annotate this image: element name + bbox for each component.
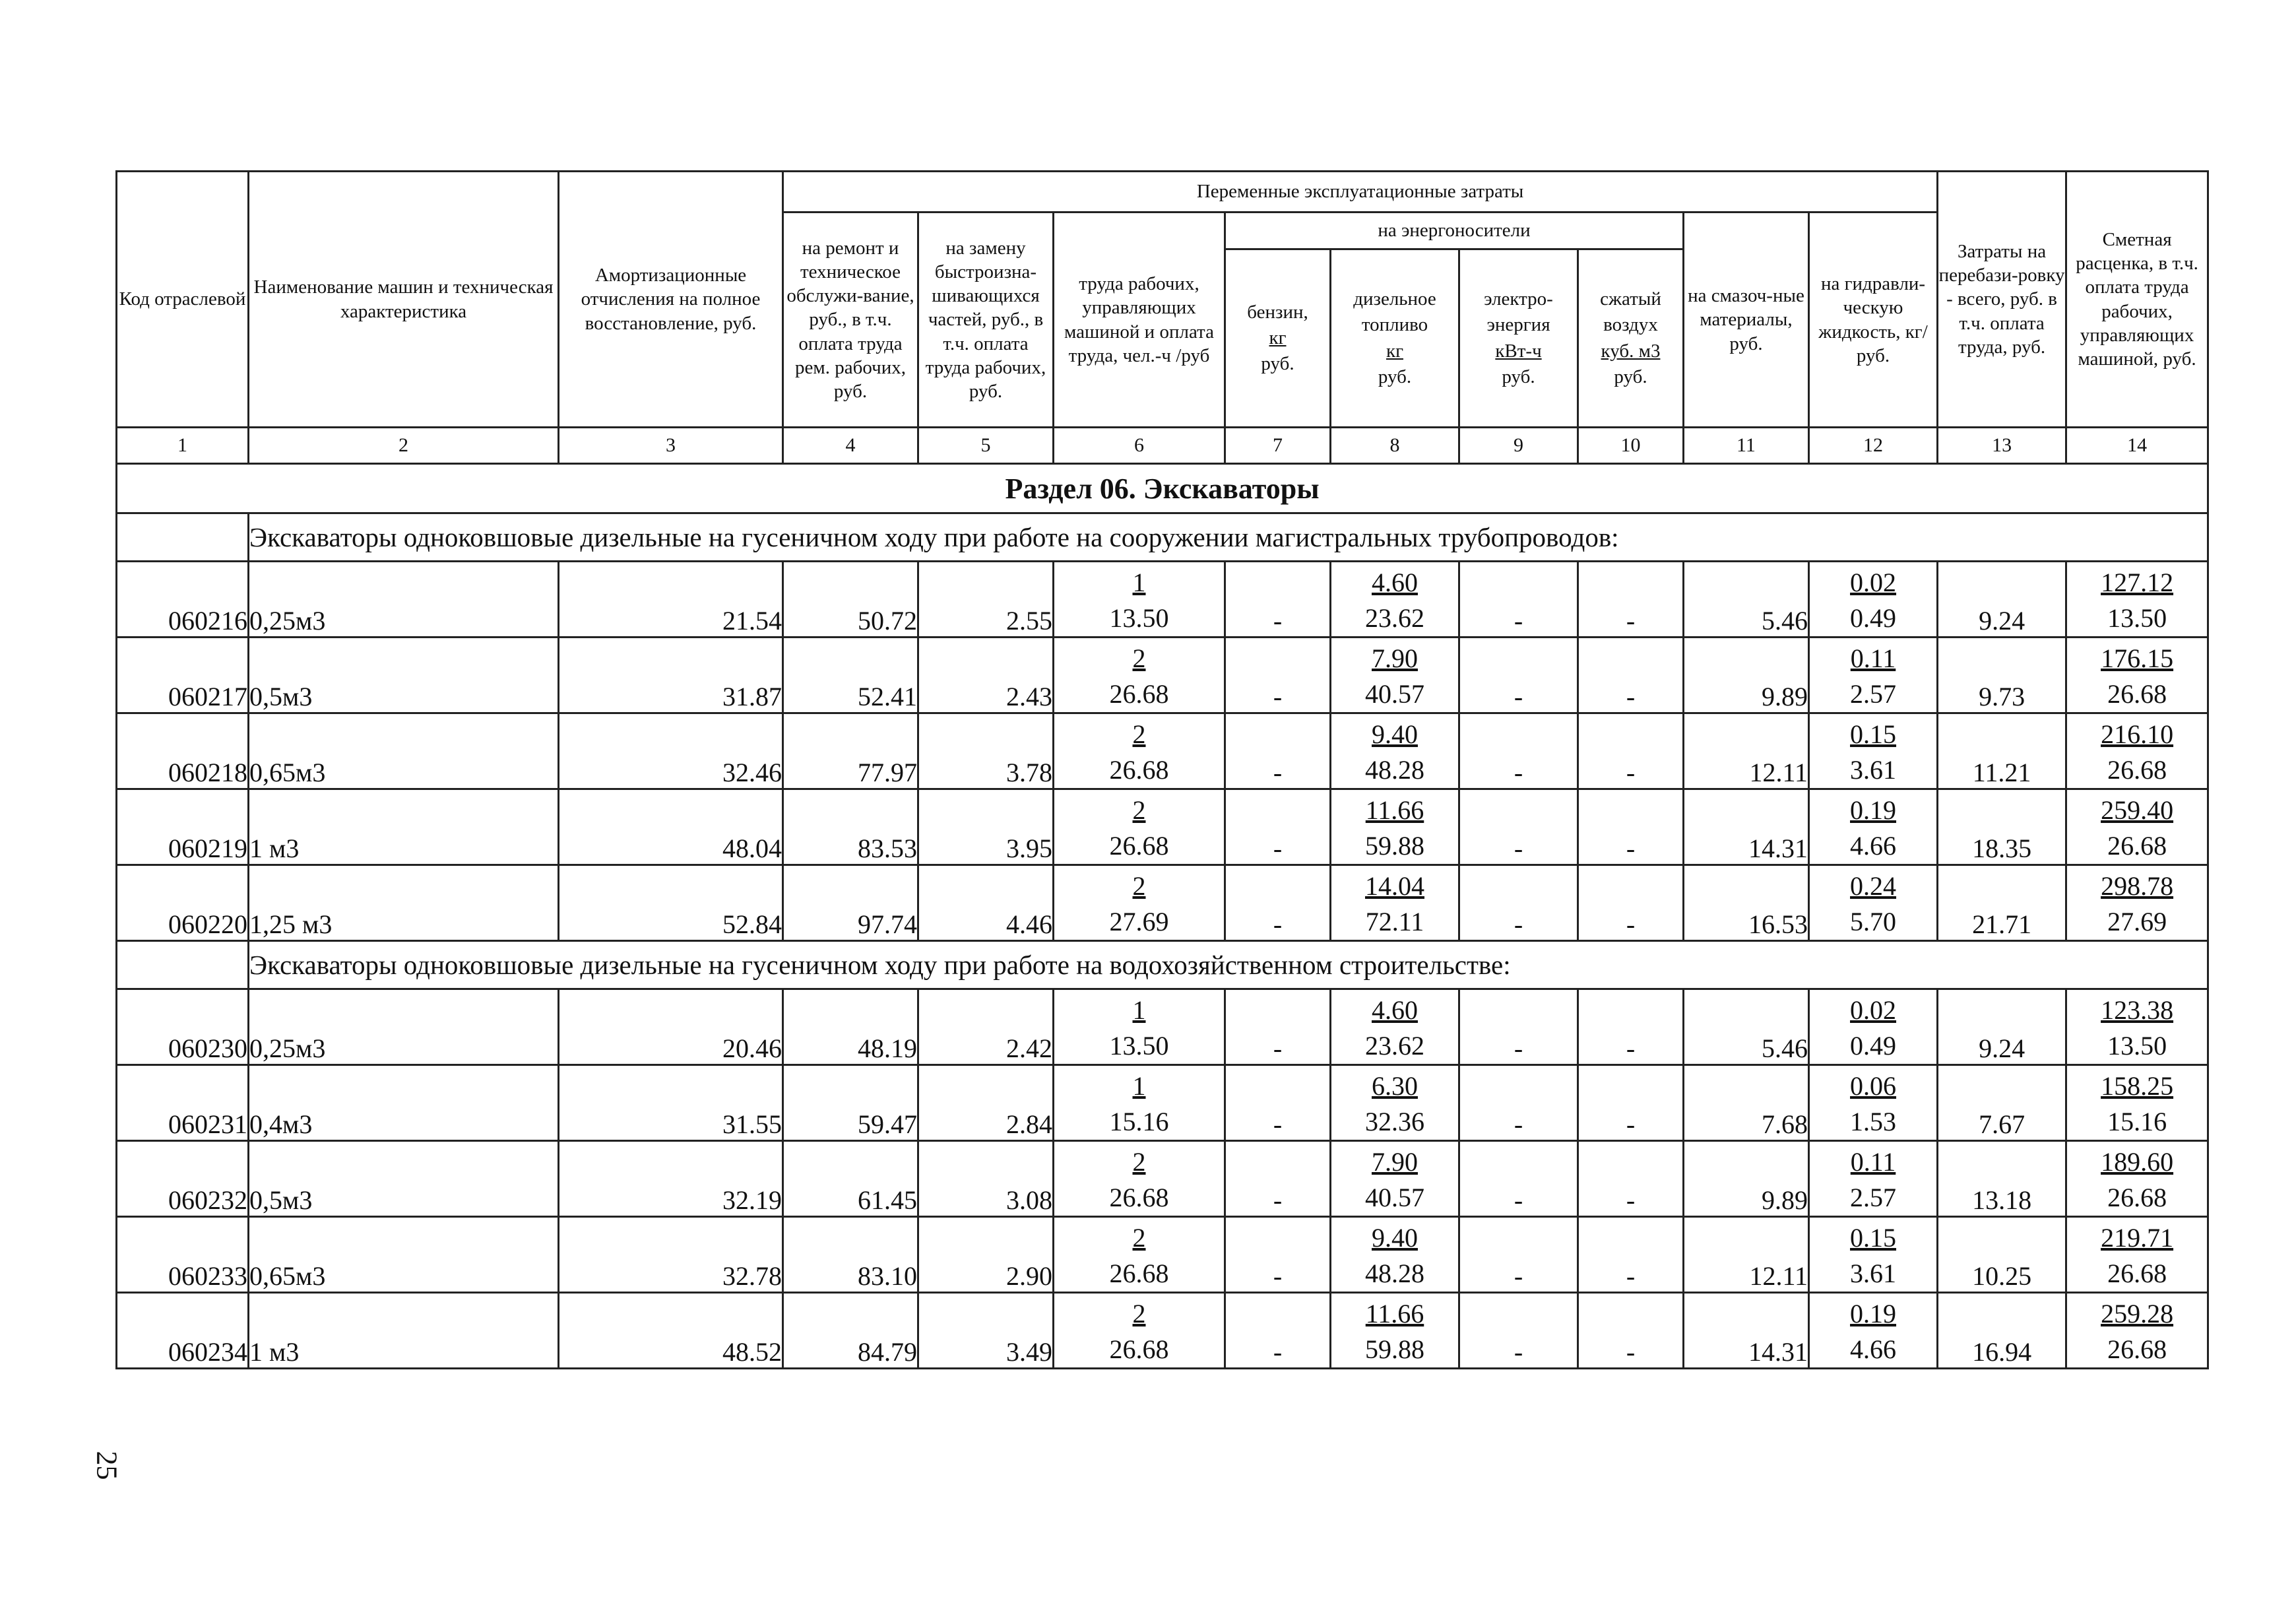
petrol-value: - bbox=[1225, 1293, 1331, 1369]
estimate-value-bottom: 26.68 bbox=[2107, 679, 2167, 709]
header-electricity: электро-энергия кВт-ч руб. bbox=[1459, 249, 1578, 428]
rebasing-value: 16.94 bbox=[1938, 1293, 2066, 1369]
hydraulic-value-top: 0.15 bbox=[1850, 1223, 1897, 1253]
labor-value-top: 2 bbox=[1132, 1147, 1146, 1177]
labor-value-top: 2 bbox=[1132, 719, 1146, 749]
diesel-value-top: 9.40 bbox=[1372, 719, 1418, 749]
amortization-value: 20.46 bbox=[559, 989, 783, 1065]
rates-table bbox=[115, 170, 2209, 1369]
estimate-value bbox=[2066, 713, 2208, 789]
repair-value: 59.47 bbox=[783, 1065, 918, 1141]
petrol-value: - bbox=[1225, 989, 1331, 1065]
hydraulic-value-bottom: 2.57 bbox=[1850, 679, 1897, 709]
diesel-value-bottom: 48.28 bbox=[1365, 1259, 1424, 1288]
air-value: - bbox=[1578, 1293, 1684, 1369]
repair-value: 61.45 bbox=[783, 1141, 918, 1217]
column-number: 1 bbox=[117, 428, 249, 464]
machine-name: 0,65м3 bbox=[249, 713, 559, 789]
petrol-value: - bbox=[1225, 562, 1331, 638]
hydraulic-value bbox=[1809, 1065, 1938, 1141]
estimate-value bbox=[2066, 865, 2208, 941]
rebasing-value: 9.24 bbox=[1938, 562, 2066, 638]
labor-value-bottom: 26.68 bbox=[1109, 831, 1169, 861]
labor-value-top: 2 bbox=[1132, 643, 1146, 673]
estimate-value-bottom: 26.68 bbox=[2107, 831, 2167, 861]
column-number: 5 bbox=[918, 428, 1054, 464]
machine-code: 060220 bbox=[117, 865, 249, 941]
diesel-value bbox=[1331, 789, 1459, 865]
rebasing-value: 18.35 bbox=[1938, 789, 2066, 865]
hydraulic-value bbox=[1809, 562, 1938, 638]
replace-value: 2.42 bbox=[918, 989, 1054, 1065]
table-row bbox=[117, 562, 2208, 638]
amortization-value: 32.46 bbox=[559, 713, 783, 789]
electricity-value: - bbox=[1459, 638, 1578, 713]
header-replace: на замену быстроизна-шивающихся частей, руб., в т.ч. оплата труда рабочих, руб. bbox=[918, 213, 1054, 428]
petrol-value: - bbox=[1225, 789, 1331, 865]
hydraulic-value bbox=[1809, 865, 1938, 941]
table-row bbox=[117, 713, 2208, 789]
repair-value: 83.53 bbox=[783, 789, 918, 865]
estimate-value bbox=[2066, 1141, 2208, 1217]
estimate-value-top: 189.60 bbox=[2101, 1147, 2174, 1177]
estimate-value-bottom: 26.68 bbox=[2107, 1183, 2167, 1212]
column-number: 9 bbox=[1459, 428, 1578, 464]
group-code-blank bbox=[117, 941, 249, 989]
hydraulic-value bbox=[1809, 1141, 1938, 1217]
machine-code: 060216 bbox=[117, 562, 249, 638]
electricity-value: - bbox=[1459, 865, 1578, 941]
labor-value bbox=[1054, 562, 1225, 638]
labor-value-bottom: 26.68 bbox=[1109, 1334, 1169, 1364]
hydraulic-value-bottom: 2.57 bbox=[1850, 1183, 1897, 1212]
column-number: 14 bbox=[2066, 428, 2208, 464]
column-number: 10 bbox=[1578, 428, 1684, 464]
diesel-value bbox=[1331, 713, 1459, 789]
column-number: 8 bbox=[1331, 428, 1459, 464]
diesel-value-bottom: 48.28 bbox=[1365, 755, 1424, 785]
diesel-value bbox=[1331, 1065, 1459, 1141]
diesel-value-top: 11.66 bbox=[1365, 1299, 1424, 1328]
estimate-value bbox=[2066, 989, 2208, 1065]
hydraulic-value bbox=[1809, 1217, 1938, 1293]
estimate-value bbox=[2066, 1293, 2208, 1369]
estimate-value-bottom: 13.50 bbox=[2107, 603, 2167, 633]
group-row bbox=[117, 513, 2208, 562]
machine-code: 060232 bbox=[117, 1141, 249, 1217]
group-title: Экскаваторы одноковшовые дизельные на гусеничном ходу при работе на водохозяйственном строительстве: bbox=[249, 941, 2208, 989]
lubricant-value: 9.89 bbox=[1684, 1141, 1809, 1217]
header-diesel: дизельное топливо кг руб. bbox=[1331, 249, 1459, 428]
replace-value: 3.78 bbox=[918, 713, 1054, 789]
table-row bbox=[117, 1141, 2208, 1217]
labor-value-bottom: 15.16 bbox=[1109, 1107, 1169, 1136]
labor-value bbox=[1054, 1141, 1225, 1217]
diesel-value bbox=[1331, 1141, 1459, 1217]
header-labor: труда рабочих, управляющих машиной и оплата труда, чел.-ч /руб bbox=[1054, 213, 1225, 428]
estimate-value-top: 176.15 bbox=[2101, 643, 2174, 673]
header-energy: на энергоносители bbox=[1225, 213, 1684, 249]
labor-value-bottom: 26.68 bbox=[1109, 1183, 1169, 1212]
estimate-value bbox=[2066, 1217, 2208, 1293]
estimate-value bbox=[2066, 638, 2208, 713]
page-number: 25 bbox=[90, 1451, 123, 1480]
lubricant-value: 5.46 bbox=[1684, 989, 1809, 1065]
column-number: 3 bbox=[559, 428, 783, 464]
labor-value-top: 2 bbox=[1132, 1223, 1146, 1253]
labor-value bbox=[1054, 1065, 1225, 1141]
amortization-value: 31.55 bbox=[559, 1065, 783, 1141]
hydraulic-value-bottom: 1.53 bbox=[1850, 1107, 1897, 1136]
amortization-value: 48.04 bbox=[559, 789, 783, 865]
estimate-value-bottom: 13.50 bbox=[2107, 1031, 2167, 1061]
amortization-value: 21.54 bbox=[559, 562, 783, 638]
hydraulic-value-top: 0.02 bbox=[1850, 568, 1897, 597]
table-row bbox=[117, 1293, 2208, 1369]
diesel-value-top: 9.40 bbox=[1372, 1223, 1418, 1253]
hydraulic-value-top: 0.06 bbox=[1850, 1071, 1897, 1101]
group-row bbox=[117, 941, 2208, 989]
table-row bbox=[117, 865, 2208, 941]
diesel-value-bottom: 32.36 bbox=[1365, 1107, 1424, 1136]
rebasing-value: 9.24 bbox=[1938, 989, 2066, 1065]
estimate-value-top: 259.40 bbox=[2101, 795, 2174, 825]
labor-value-bottom: 27.69 bbox=[1109, 907, 1169, 936]
estimate-value-bottom: 26.68 bbox=[2107, 755, 2167, 785]
hydraulic-value bbox=[1809, 638, 1938, 713]
petrol-value: - bbox=[1225, 1065, 1331, 1141]
labor-value-bottom: 26.68 bbox=[1109, 1259, 1169, 1288]
air-value: - bbox=[1578, 989, 1684, 1065]
labor-value-bottom: 26.68 bbox=[1109, 679, 1169, 709]
column-number: 2 bbox=[249, 428, 559, 464]
hydraulic-value-bottom: 0.49 bbox=[1850, 1031, 1897, 1061]
header-rebasing: Затраты на перебази-ровку - всего, руб. в т.ч. оплата труда, руб. bbox=[1938, 172, 2066, 428]
repair-value: 83.10 bbox=[783, 1217, 918, 1293]
air-value: - bbox=[1578, 1141, 1684, 1217]
column-number-row bbox=[117, 428, 2208, 464]
labor-value-top: 1 bbox=[1132, 995, 1146, 1025]
air-value: - bbox=[1578, 1065, 1684, 1141]
lubricant-value: 14.31 bbox=[1684, 789, 1809, 865]
machine-name: 1 м3 bbox=[249, 789, 559, 865]
air-value: - bbox=[1578, 638, 1684, 713]
petrol-value: - bbox=[1225, 638, 1331, 713]
table-row bbox=[117, 638, 2208, 713]
header-compressed-air: сжатый воздух куб. м3 руб. bbox=[1578, 249, 1684, 428]
lubricant-value: 12.11 bbox=[1684, 1217, 1809, 1293]
diesel-value-bottom: 40.57 bbox=[1365, 1183, 1424, 1212]
hydraulic-value bbox=[1809, 1293, 1938, 1369]
table-row bbox=[117, 1217, 2208, 1293]
machine-name: 0,25м3 bbox=[249, 989, 559, 1065]
machine-code: 060218 bbox=[117, 713, 249, 789]
estimate-value-bottom: 26.68 bbox=[2107, 1259, 2167, 1288]
hydraulic-value-bottom: 5.70 bbox=[1850, 907, 1897, 936]
section-title: Раздел 06. Экскаваторы bbox=[117, 464, 2208, 513]
column-number: 7 bbox=[1225, 428, 1331, 464]
labor-value-top: 1 bbox=[1132, 1071, 1146, 1101]
hydraulic-value-top: 0.15 bbox=[1850, 719, 1897, 749]
estimate-value-top: 219.71 bbox=[2101, 1223, 2174, 1253]
header-estimate: Сметная расценка, в т.ч. оплата труда рабочих, управляющих машиной, руб. bbox=[2066, 172, 2208, 428]
column-number: 11 bbox=[1684, 428, 1809, 464]
rebasing-value: 11.21 bbox=[1938, 713, 2066, 789]
amortization-value: 32.19 bbox=[559, 1141, 783, 1217]
diesel-value-bottom: 23.62 bbox=[1365, 603, 1424, 633]
labor-value-top: 1 bbox=[1132, 568, 1146, 597]
hydraulic-value-top: 0.11 bbox=[1850, 1147, 1896, 1177]
electricity-value: - bbox=[1459, 1293, 1578, 1369]
air-value: - bbox=[1578, 562, 1684, 638]
machine-code: 060230 bbox=[117, 989, 249, 1065]
hydraulic-value-bottom: 4.66 bbox=[1850, 831, 1897, 861]
replace-value: 3.95 bbox=[918, 789, 1054, 865]
machine-name: 0,5м3 bbox=[249, 1141, 559, 1217]
repair-value: 97.74 bbox=[783, 865, 918, 941]
column-number: 12 bbox=[1809, 428, 1938, 464]
diesel-value bbox=[1331, 562, 1459, 638]
diesel-value-top: 11.66 bbox=[1365, 795, 1424, 825]
header-petrol: бензин, кг руб. bbox=[1225, 249, 1331, 428]
header-lubricants: на смазоч-ные материалы, руб. bbox=[1684, 213, 1809, 428]
lubricant-value: 16.53 bbox=[1684, 865, 1809, 941]
diesel-value-bottom: 40.57 bbox=[1365, 679, 1424, 709]
column-number: 13 bbox=[1938, 428, 2066, 464]
machine-code: 060233 bbox=[117, 1217, 249, 1293]
diesel-value-top: 14.04 bbox=[1365, 871, 1424, 901]
repair-value: 48.19 bbox=[783, 989, 918, 1065]
rebasing-value: 10.25 bbox=[1938, 1217, 2066, 1293]
air-value: - bbox=[1578, 789, 1684, 865]
lubricant-value: 14.31 bbox=[1684, 1293, 1809, 1369]
petrol-value: - bbox=[1225, 1217, 1331, 1293]
diesel-value-bottom: 59.88 bbox=[1365, 1334, 1424, 1364]
machine-name: 1,25 м3 bbox=[249, 865, 559, 941]
amortization-value: 48.52 bbox=[559, 1293, 783, 1369]
table-row bbox=[117, 789, 2208, 865]
replace-value: 3.08 bbox=[918, 1141, 1054, 1217]
hydraulic-value-top: 0.11 bbox=[1850, 643, 1896, 673]
estimate-value-top: 298.78 bbox=[2101, 871, 2174, 901]
replace-value: 2.90 bbox=[918, 1217, 1054, 1293]
estimate-value-top: 127.12 bbox=[2101, 568, 2174, 597]
diesel-value bbox=[1331, 865, 1459, 941]
labor-value bbox=[1054, 1217, 1225, 1293]
repair-value: 84.79 bbox=[783, 1293, 918, 1369]
amortization-value: 32.78 bbox=[559, 1217, 783, 1293]
amortization-value: 31.87 bbox=[559, 638, 783, 713]
rebasing-value: 13.18 bbox=[1938, 1141, 2066, 1217]
diesel-value bbox=[1331, 638, 1459, 713]
machine-code: 060217 bbox=[117, 638, 249, 713]
rebasing-value: 9.73 bbox=[1938, 638, 2066, 713]
labor-value bbox=[1054, 1293, 1225, 1369]
labor-value bbox=[1054, 638, 1225, 713]
diesel-value-bottom: 72.11 bbox=[1365, 907, 1424, 936]
diesel-value-bottom: 59.88 bbox=[1365, 831, 1424, 861]
electricity-value: - bbox=[1459, 989, 1578, 1065]
estimate-value bbox=[2066, 1065, 2208, 1141]
labor-value-top: 2 bbox=[1132, 871, 1146, 901]
hydraulic-value bbox=[1809, 989, 1938, 1065]
diesel-value-top: 6.30 bbox=[1372, 1071, 1418, 1101]
hydraulic-value-bottom: 4.66 bbox=[1850, 1334, 1897, 1364]
diesel-value-top: 4.60 bbox=[1372, 568, 1418, 597]
labor-value-bottom: 26.68 bbox=[1109, 755, 1169, 785]
hydraulic-value bbox=[1809, 713, 1938, 789]
hydraulic-value-bottom: 0.49 bbox=[1850, 603, 1897, 633]
table-row bbox=[117, 1065, 2208, 1141]
lubricant-value: 9.89 bbox=[1684, 638, 1809, 713]
air-value: - bbox=[1578, 865, 1684, 941]
hydraulic-value-top: 0.19 bbox=[1850, 795, 1897, 825]
machine-code: 060234 bbox=[117, 1293, 249, 1369]
hydraulic-value-top: 0.24 bbox=[1850, 871, 1897, 901]
hydraulic-value bbox=[1809, 789, 1938, 865]
header-hydraulic: на гидравли-ческую жидкость, кг/руб. bbox=[1809, 213, 1938, 428]
amortization-value: 52.84 bbox=[559, 865, 783, 941]
air-value: - bbox=[1578, 713, 1684, 789]
repair-value: 50.72 bbox=[783, 562, 918, 638]
rebasing-value: 21.71 bbox=[1938, 865, 2066, 941]
machine-name: 0,4м3 bbox=[249, 1065, 559, 1141]
estimate-value-top: 259.28 bbox=[2101, 1299, 2174, 1328]
machine-name: 0,25м3 bbox=[249, 562, 559, 638]
rebasing-value: 7.67 bbox=[1938, 1065, 2066, 1141]
air-value: - bbox=[1578, 1217, 1684, 1293]
repair-value: 77.97 bbox=[783, 713, 918, 789]
hydraulic-value-top: 0.19 bbox=[1850, 1299, 1897, 1328]
diesel-value-top: 4.60 bbox=[1372, 995, 1418, 1025]
labor-value-top: 2 bbox=[1132, 795, 1146, 825]
replace-value: 2.84 bbox=[918, 1065, 1054, 1141]
machine-code: 060219 bbox=[117, 789, 249, 865]
estimate-value-bottom: 27.69 bbox=[2107, 907, 2167, 936]
electricity-value: - bbox=[1459, 562, 1578, 638]
header-code: Код отраслевой bbox=[117, 172, 249, 428]
estimate-value-bottom: 15.16 bbox=[2107, 1107, 2167, 1136]
estimate-value-bottom: 26.68 bbox=[2107, 1334, 2167, 1364]
replace-value: 2.43 bbox=[918, 638, 1054, 713]
hydraulic-value-bottom: 3.61 bbox=[1850, 1259, 1897, 1288]
labor-value bbox=[1054, 865, 1225, 941]
estimate-value-top: 123.38 bbox=[2101, 995, 2174, 1025]
header-repair: на ремонт и техническое обслужи-вание, руб., в т.ч. оплата труда рем. рабочих, руб. bbox=[783, 213, 918, 428]
petrol-value: - bbox=[1225, 865, 1331, 941]
column-number: 6 bbox=[1054, 428, 1225, 464]
column-number: 4 bbox=[783, 428, 918, 464]
labor-value-bottom: 13.50 bbox=[1109, 603, 1169, 633]
lubricant-value: 7.68 bbox=[1684, 1065, 1809, 1141]
electricity-value: - bbox=[1459, 1141, 1578, 1217]
header-variable-costs: Переменные эксплуатационные затраты bbox=[783, 172, 1938, 213]
diesel-value bbox=[1331, 1293, 1459, 1369]
diesel-value-top: 7.90 bbox=[1372, 643, 1418, 673]
lubricant-value: 12.11 bbox=[1684, 713, 1809, 789]
lubricant-value: 5.46 bbox=[1684, 562, 1809, 638]
hydraulic-value-bottom: 3.61 bbox=[1850, 755, 1897, 785]
estimate-value bbox=[2066, 562, 2208, 638]
labor-value bbox=[1054, 789, 1225, 865]
labor-value-top: 2 bbox=[1132, 1299, 1146, 1328]
petrol-value: - bbox=[1225, 1141, 1331, 1217]
machine-code: 060231 bbox=[117, 1065, 249, 1141]
group-code-blank bbox=[117, 513, 249, 562]
table-row bbox=[117, 989, 2208, 1065]
labor-value bbox=[1054, 713, 1225, 789]
repair-value: 52.41 bbox=[783, 638, 918, 713]
machine-name: 0,5м3 bbox=[249, 638, 559, 713]
diesel-value bbox=[1331, 989, 1459, 1065]
electricity-value: - bbox=[1459, 789, 1578, 865]
replace-value: 4.46 bbox=[918, 865, 1054, 941]
electricity-value: - bbox=[1459, 1065, 1578, 1141]
diesel-value-top: 7.90 bbox=[1372, 1147, 1418, 1177]
petrol-value: - bbox=[1225, 713, 1331, 789]
header-amortization: Амортизационные отчисления на полное восстановление, руб. bbox=[559, 172, 783, 428]
replace-value: 3.49 bbox=[918, 1293, 1054, 1369]
estimate-value-top: 216.10 bbox=[2101, 719, 2174, 749]
group-title: Экскаваторы одноковшовые дизельные на гусеничном ходу при работе на сооружении магистральных трубопроводов: bbox=[249, 513, 2208, 562]
labor-value-bottom: 13.50 bbox=[1109, 1031, 1169, 1061]
machine-name: 1 м3 bbox=[249, 1293, 559, 1369]
hydraulic-value-top: 0.02 bbox=[1850, 995, 1897, 1025]
diesel-value-bottom: 23.62 bbox=[1365, 1031, 1424, 1061]
machine-name: 0,65м3 bbox=[249, 1217, 559, 1293]
electricity-value: - bbox=[1459, 713, 1578, 789]
estimate-value-top: 158.25 bbox=[2101, 1071, 2174, 1101]
electricity-value: - bbox=[1459, 1217, 1578, 1293]
estimate-value bbox=[2066, 789, 2208, 865]
labor-value bbox=[1054, 989, 1225, 1065]
replace-value: 2.55 bbox=[918, 562, 1054, 638]
header-name: Наименование машин и техническая характеристика bbox=[249, 172, 559, 428]
diesel-value bbox=[1331, 1217, 1459, 1293]
